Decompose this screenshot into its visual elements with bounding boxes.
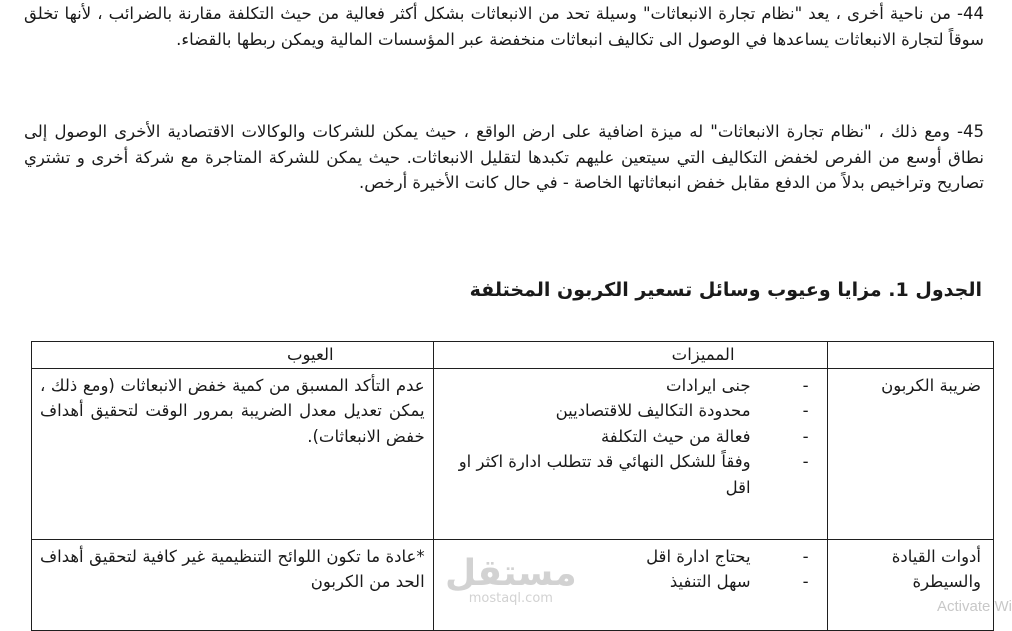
pros-item-text: وفقاً للشكل النهائي قد تتطلب ادارة اكثر او اقل <box>458 452 751 497</box>
bullet-dash: - <box>802 452 809 471</box>
pros-list <box>442 544 819 595</box>
cons-text: عدم التأكد المسبق من كمية خفض الانبعاثات (ومع ذلك ، يمكن تعديل معدل الضريبة بمرور الوقت لتحقيق أهداف خفض الانبعاثات). <box>40 375 425 446</box>
list-item <box>442 569 819 595</box>
list-item <box>442 373 819 399</box>
paragraph-44: 44- من ناحية أخرى ، يعد "نظام تجارة الانبعاثات" وسيلة تحد من الانبعاثات بشكل أكثر فعالية من حيث التكلفة مقارنة بالضرائب ، لأنها تخلق سوقاً لتجارة الانبعاثات يساعدها في الوصول الى تكاليف انبعاثات منخفضة عبر المؤسسات المالية ويمكن ربطها بالقضاء. <box>24 4 984 49</box>
table-title: الجدول 1. مزايا وعيوب وسائل تسعير الكربون المختلفة <box>469 279 982 301</box>
cons-cell <box>32 368 434 539</box>
pros-item-text: جنى ايرادات <box>666 375 751 395</box>
bullet-dash: - <box>802 546 809 566</box>
pros-item-text: فعالة من حيث التكلفة <box>600 426 751 446</box>
row-label-cell <box>827 539 993 630</box>
bullet-dash: - <box>802 426 809 446</box>
pros-item-text: سهل التنفيذ <box>669 572 751 591</box>
cons-text: *عادة ما تكون اللوائح التنظيمية غير كافية لتحقيق أهداف الحد من الكربون <box>40 546 425 591</box>
row-label-cell <box>827 368 993 539</box>
bullet-dash: - <box>802 375 809 395</box>
carbon-pricing-table <box>31 341 994 631</box>
activate-windows-notice: Activate Wi <box>936 598 1012 615</box>
bullet-dash: - <box>802 572 809 591</box>
pros-cell <box>433 368 827 539</box>
table-row <box>32 539 994 630</box>
paragraph-45: 45- ومع ذلك ، "نظام تجارة الانبعاثات" له ميزة اضافية على ارض الواقع ، حيث يمكن للشركات والوكالات الاقتصادية الأخرى الوصول إلى نطاق أوسع من الفرص لخفض التكاليف التي سيتعين عليهم تكبدها لتقليل الانبعاثات. حيث يمكن للشركة المتاجرة مع شركة أخرى و تشتري تصاريح وتراخيص بدلاً من الدفع مقابل خفض انبعاثاتها الخاصة - في حال كانت الأخيرة أرخص. <box>24 122 984 192</box>
pros-cell <box>433 539 827 630</box>
list-item <box>442 424 819 450</box>
list-item <box>442 449 819 500</box>
watermark-latin: mostaql.com <box>468 591 553 606</box>
table-row <box>32 368 994 539</box>
pros-item-text: محدودة التكاليف للاقتصاديين <box>555 401 751 420</box>
row-label: أدوات القيادة والسيطرة <box>891 546 981 591</box>
watermark-arabic: مستقل <box>445 553 577 594</box>
header-label-cell <box>827 342 993 369</box>
pros-item-text: يحتاج ادارة اقل <box>646 546 751 566</box>
pros-list <box>442 373 819 501</box>
header-pros-cell: المميزات <box>433 342 827 369</box>
row-label: ضريبة الكربون <box>881 375 981 395</box>
list-item <box>442 398 819 424</box>
header-cons-cell: العيوب <box>32 342 434 369</box>
bullet-dash: - <box>802 401 809 420</box>
cons-cell <box>32 539 434 630</box>
list-item <box>442 544 819 570</box>
table-header-row <box>32 342 994 369</box>
